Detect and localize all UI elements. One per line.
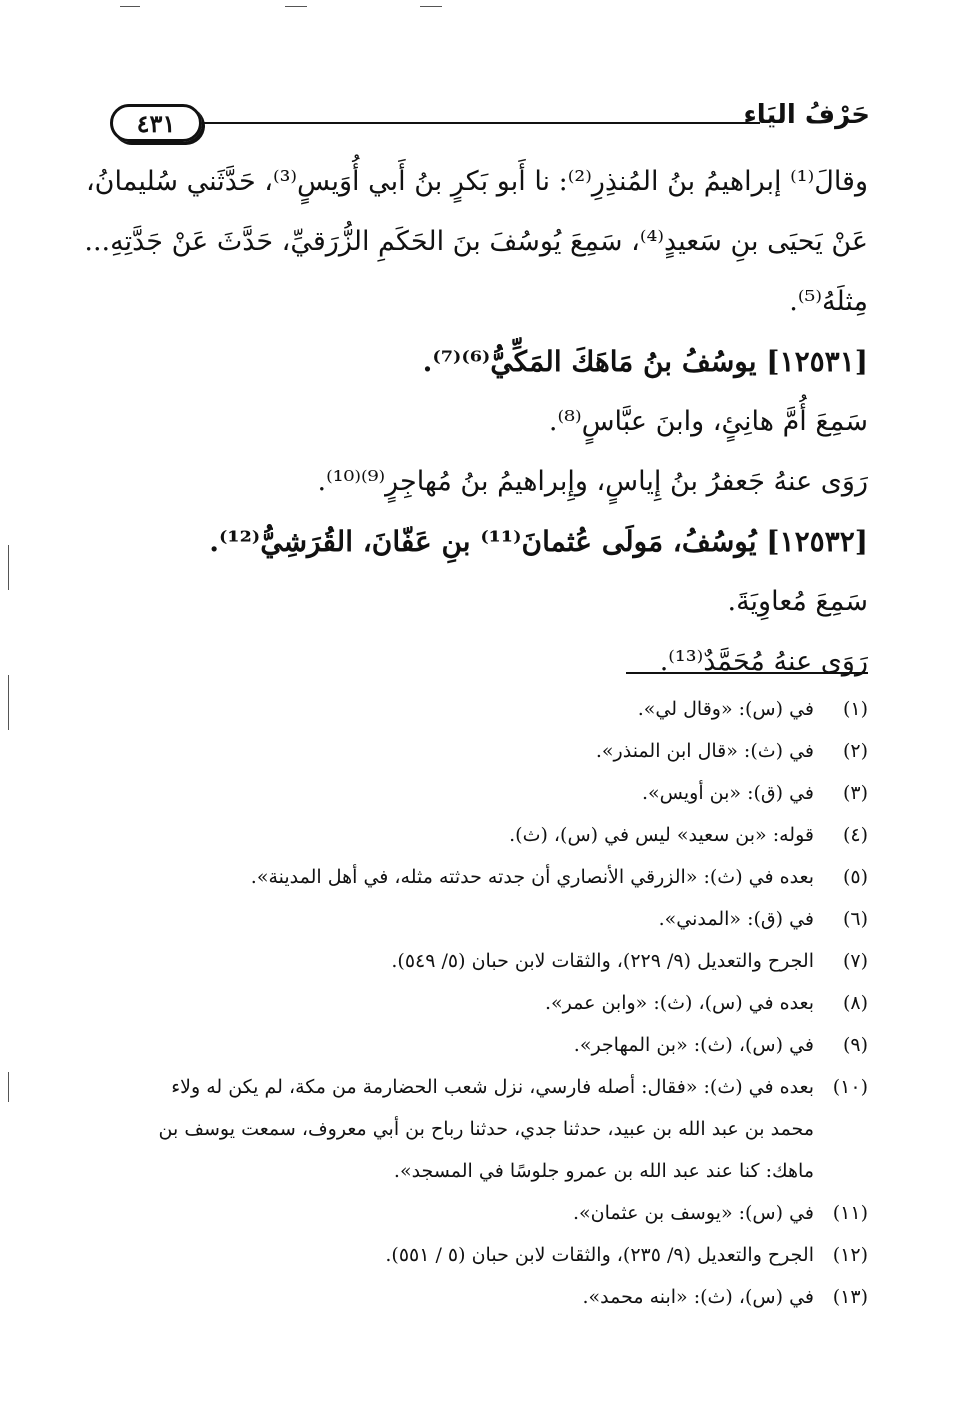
footnote-number: (١٠) (832, 1076, 868, 1098)
footnote-text: ماهك: كنا عند عبد الله بن عمرو جلوسًا في المسجد». (393, 1160, 814, 1182)
footnote-number: (١١) (832, 1202, 868, 1224)
footnote (124, 898, 868, 940)
page-number-frame (110, 104, 202, 142)
footnote-number: (٦) (842, 908, 868, 930)
footnote-number: (٣) (842, 782, 868, 804)
footnote (124, 688, 868, 730)
entry-title: [١٢٥٣١] يوسُفُ بنُ مَاهَكَ المَكِّيُّ⁽⁶⁾⁽⁷⁾. (422, 345, 868, 378)
footnote (124, 730, 868, 772)
footnote (124, 1192, 868, 1234)
text-line (84, 212, 868, 272)
footnote (124, 772, 868, 814)
footnote-text: الجرح والتعديل (٩/ ٢٢٩)، والثقات لابن حبان (٥/ ٥٤٩). (391, 950, 814, 972)
text-line (124, 272, 868, 332)
footnote-text: في (ق): «المدني». (658, 908, 814, 930)
footnote-text: محمد بن عبد الله بن عبيد، حدثنا جدي، حدثنا رباح بن أبي معروف، سمعت يوسف بن (158, 1118, 814, 1140)
footnote (124, 1066, 868, 1108)
footnotes (124, 688, 868, 1318)
footnote-number: (٩) (842, 1034, 868, 1056)
scan-mark-top (285, 6, 307, 7)
footnote (124, 856, 868, 898)
entry-narrated: رَوَى عنهُ جَعفرُ بنُ إِياسٍ، وإِبراهيمُ بنُ مُهاجِرٍ⁽⁹⁾⁽¹⁰⁾. (317, 466, 868, 497)
footnote-number: (٧) (842, 950, 868, 972)
scan-mark-left (8, 675, 9, 730)
entry-heard: سَمِعَ أُمَّ هانِئٍ، وابنَ عبَّاسٍ⁽⁸⁾. (548, 406, 868, 437)
running-head: حَرْفُ اليَاء (743, 100, 870, 130)
footnote-separator (626, 672, 868, 674)
footnote-number: (١٢) (832, 1244, 868, 1266)
footnote-text: في (س): «يوسف بن عثمان». (572, 1202, 814, 1224)
footnote (124, 940, 868, 982)
footnote (124, 1276, 868, 1318)
scan-mark-top (420, 6, 442, 7)
text-line (124, 572, 868, 632)
page-number: ٤٣١ (136, 108, 176, 138)
footnote-text: بعده في (ث): «الزرقي الأنصاري أن جدته حدثته مثله، في أهل المدينة». (250, 866, 814, 888)
footnote (124, 1234, 868, 1276)
text-line-content: مِثلَهُ⁽⁵⁾. (789, 286, 868, 317)
footnote (124, 1024, 868, 1066)
text-line (124, 632, 868, 692)
main-text (84, 152, 868, 692)
footnote (124, 814, 868, 856)
entry-title-line (124, 512, 868, 572)
footnote-number: (١) (842, 698, 868, 720)
scan-mark-left (8, 545, 9, 590)
header-rule (202, 122, 760, 124)
footnote-text: في (س)، (ث): «بن المهاجر». (573, 1034, 814, 1056)
footnote-text: في (ث): «قال ابن المنذر». (595, 740, 814, 762)
scan-mark-top (120, 6, 140, 7)
scan-mark-left (8, 1072, 9, 1102)
text-line-content: وقالَ⁽¹⁾ إبراهيمُ بنُ المُنذِرِ⁽²⁾: نا أَبو بَكرٍ بنُ أَبي أُوَيسٍ⁽³⁾، حَدَّثَني سُليمانُ، (85, 166, 868, 197)
page-header (110, 100, 870, 150)
footnote-text: في (ق): «بن أويس». (641, 782, 814, 804)
text-line (85, 152, 868, 212)
footnote-number: (٢) (842, 740, 868, 762)
text-line (124, 452, 868, 512)
footnote-number: (١٣) (832, 1286, 868, 1308)
text-line (124, 392, 868, 452)
footnote-text: قوله: «بن سعيد» ليس في (س)، (ث). (509, 824, 814, 846)
footnote-text: بعده في (ث): «فقال: أصله فارسي، نزل شعب الحضارمة من مكة، لم يكن له ولاء (171, 1076, 814, 1098)
entry-narrated: رَوَى عنهُ مُحَمَّدٌ⁽¹³⁾. (659, 646, 868, 677)
footnote-number: (٨) (842, 992, 868, 1014)
footnote-text: في (س): «وقال لي». (637, 698, 814, 720)
entry-title-line (124, 332, 868, 392)
text-line-content: عَنْ يَحيَى بنِ سَعيدٍ⁽⁴⁾، سَمِعَ يُوسُفَ بنَ الحَكَمِ الزُّرَقيِّ، حَدَّثَ عَنْ جَدَّتِهِ... (84, 226, 868, 257)
footnote-text: بعده في (س)، (ث): «وابن عمر». (544, 992, 814, 1014)
entry-title: [١٢٥٣٢] يُوسُفُ، مَولَى عُثمانَ⁽¹¹⁾ بنِ عَفّانَ، القُرَشِيُّ⁽¹²⁾. (209, 525, 868, 558)
footnote-number: (٤) (842, 824, 868, 846)
footnote-number: (٥) (842, 866, 868, 888)
footnote-continuation (124, 1150, 868, 1192)
footnote-text: في (س)، (ث): «ابنه محمد». (582, 1286, 814, 1308)
entry-heard: سَمِعَ مُعاوِيَةَ. (727, 586, 868, 617)
footnote-text: الجرح والتعديل (٩/ ٢٣٥)، والثقات لابن حبان (٥ / ٥٥١). (385, 1244, 814, 1266)
footnote-continuation (124, 1108, 868, 1150)
footnote (124, 982, 868, 1024)
